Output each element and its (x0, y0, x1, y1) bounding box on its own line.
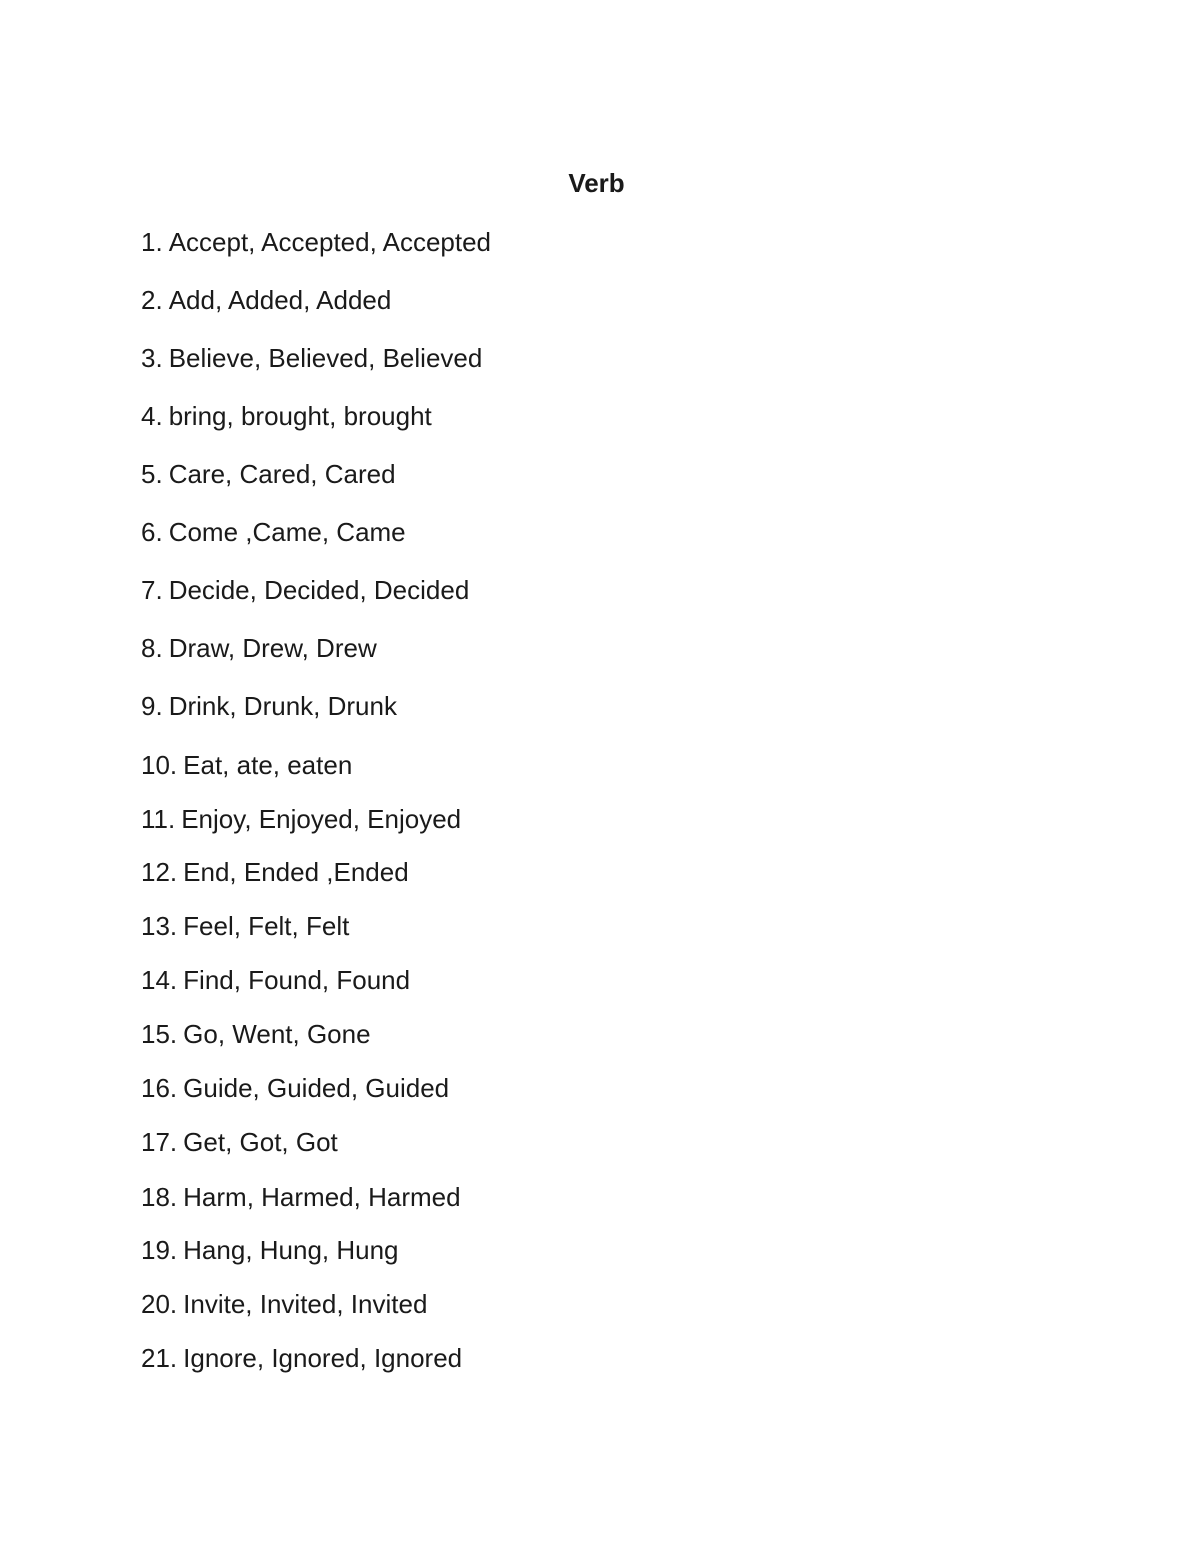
item-text: Eat, ate, eaten (183, 750, 353, 780)
list-item (141, 1071, 449, 1105)
list-item (141, 399, 432, 433)
list-item (141, 909, 349, 943)
list-item (141, 1180, 461, 1214)
item-text: Find, Found, Found (183, 965, 411, 995)
list-item (141, 748, 352, 782)
item-number: 11. (141, 804, 176, 834)
item-number: 16. (141, 1073, 178, 1103)
item-text: Add, Added, Added (168, 285, 392, 315)
item-number: 17. (141, 1127, 178, 1157)
item-number: 20. (141, 1289, 178, 1319)
item-number: 19. (141, 1235, 178, 1265)
list-item (141, 1125, 338, 1159)
item-text: Guide, Guided, Guided (183, 1073, 450, 1103)
item-text: Care, Cared, Cared (168, 459, 396, 489)
item-text: Believe, Believed, Believed (168, 343, 483, 373)
list-item (141, 515, 406, 549)
item-number: 2. (141, 285, 163, 315)
item-number: 21. (141, 1343, 178, 1373)
list-item (141, 283, 391, 317)
item-number: 8. (141, 633, 163, 663)
item-text: Come ,Came, Came (168, 517, 406, 547)
list-item (141, 855, 409, 889)
item-text: Accept, Accepted, Accepted (168, 227, 492, 257)
item-text: Draw, Drew, Drew (168, 633, 377, 663)
item-number: 13. (141, 911, 178, 941)
list-item (141, 1287, 427, 1321)
item-text: Harm, Harmed, Harmed (183, 1182, 461, 1212)
item-number: 4. (141, 401, 163, 431)
item-text: Get, Got, Got (183, 1127, 338, 1157)
item-text: bring, brought, brought (168, 401, 432, 431)
page-title: Verb (568, 168, 625, 198)
item-text: Decide, Decided, Decided (168, 575, 470, 605)
list-item (141, 341, 482, 375)
list-item (141, 963, 410, 997)
item-number: 9. (141, 691, 163, 721)
list-item (141, 1017, 371, 1051)
item-number: 7. (141, 575, 163, 605)
item-text: Enjoy, Enjoyed, Enjoyed (181, 804, 462, 834)
item-number: 6. (141, 517, 163, 547)
item-text: End, Ended ,Ended (183, 857, 409, 887)
item-number: 12. (141, 857, 178, 887)
list-item (141, 1341, 462, 1375)
list-item (141, 457, 396, 491)
item-number: 1. (141, 227, 163, 257)
item-text: Drink, Drunk, Drunk (168, 691, 397, 721)
item-text: Ignore, Ignored, Ignored (183, 1343, 463, 1373)
item-text: Hang, Hung, Hung (183, 1235, 399, 1265)
item-text: Invite, Invited, Invited (183, 1289, 428, 1319)
list-item (141, 631, 377, 665)
list-item (141, 225, 491, 259)
list-item (141, 1233, 399, 1267)
item-text: Feel, Felt, Felt (183, 911, 350, 941)
list-item (141, 573, 469, 607)
item-text: Go, Went, Gone (183, 1019, 371, 1049)
item-number: 5. (141, 459, 163, 489)
item-number: 3. (141, 343, 163, 373)
list-item (141, 689, 397, 723)
item-number: 18. (141, 1182, 178, 1212)
item-number: 14. (141, 965, 178, 995)
item-number: 10. (141, 750, 178, 780)
list-item (141, 802, 461, 836)
item-number: 15. (141, 1019, 178, 1049)
